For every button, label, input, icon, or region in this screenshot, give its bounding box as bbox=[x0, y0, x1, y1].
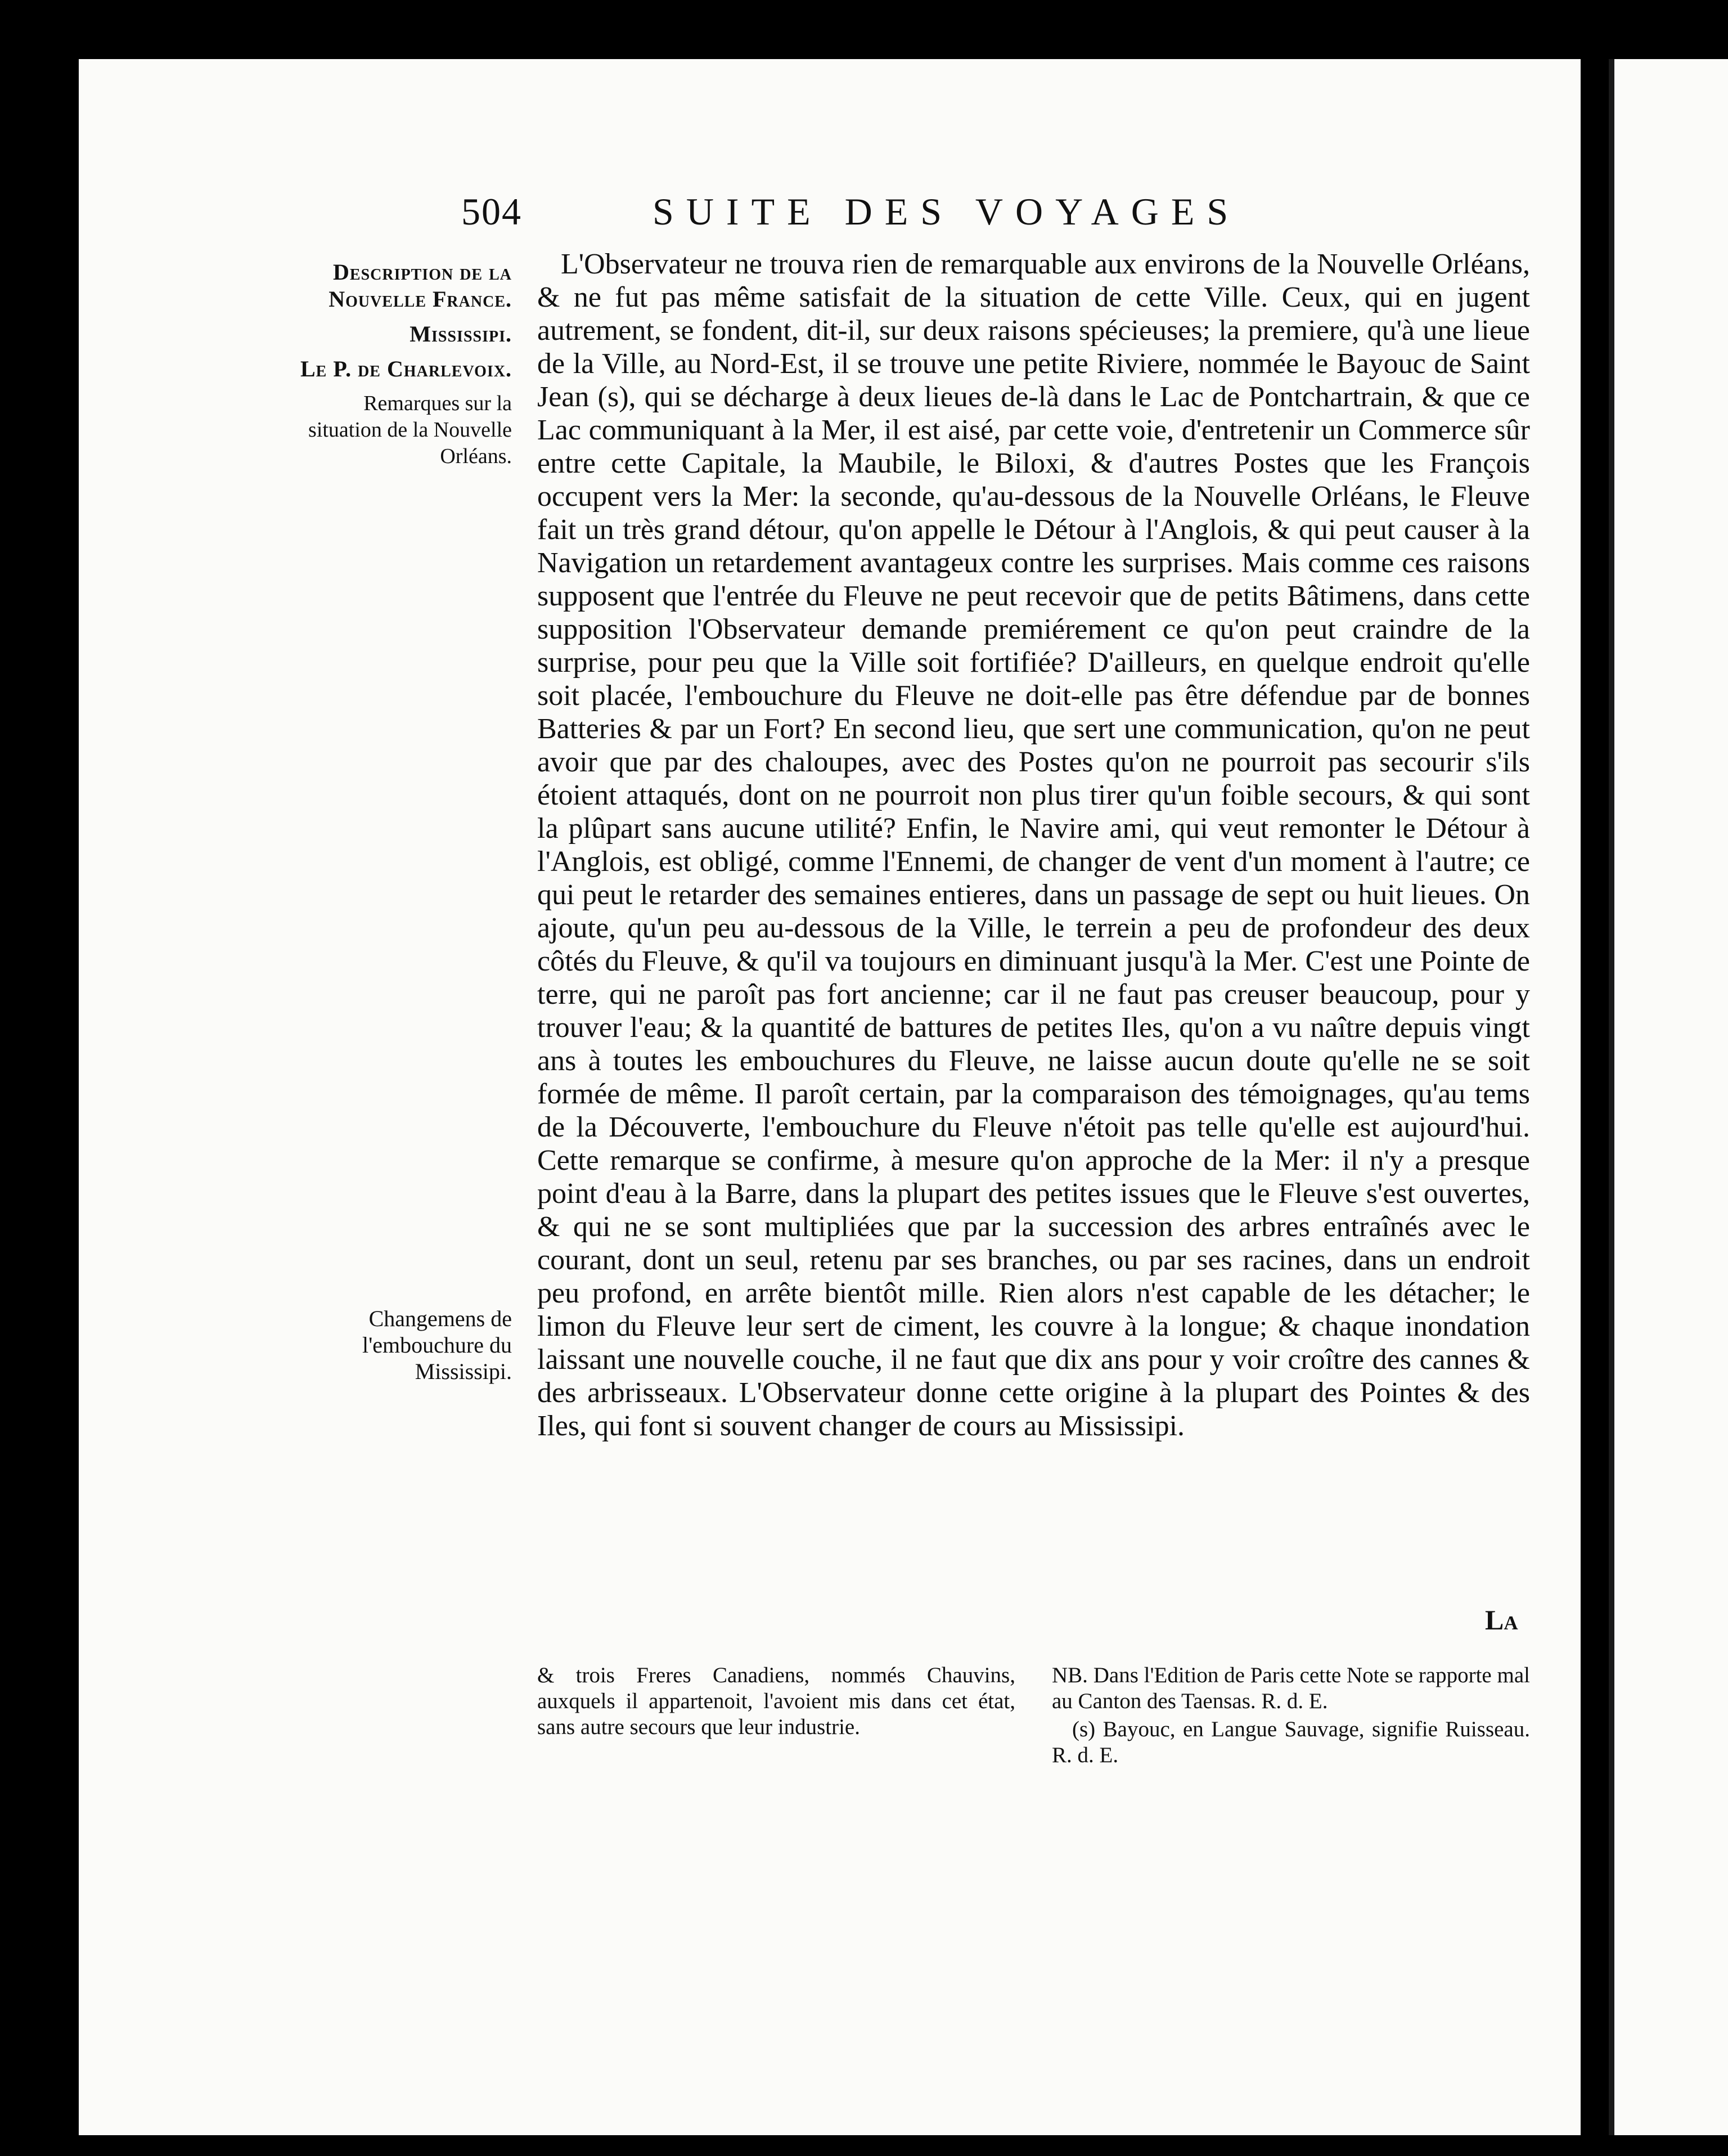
body-paragraph: L'Observateur ne trouva rien de remarquable aux environs de la Nouvelle Orléans, & ne fut pas même satisfait de la situation de cette Ville. Ceux, qui en jugent autrement, se fondent, dit-il, sur deux raisons spécieuses; la premiere, qu'à une lieue de la Ville, au Nord-Est, il se trouve une petite Riviere, nommée le Bayouc de Saint Jean (s), qui se décharge à deux lieues de-là dans le Lac de Pontchartrain, & que ce Lac communiquant à la Mer, il est aisé, par cette voie, d'entretenir un Commerce sûr entre cette Capitale, la Maubile, le Biloxi, & d'autres Postes que les François occupent vers la Mer: la seconde, qu'au-dessous de la Nouvelle Orléans, le Fleuve fait un très grand détour, qu'on appelle le Détour à l'Anglois, & qui peut causer à la Navigation un retardement avantageux contre les surprises. Mais comme ces raisons supposent que l'entrée du Fleuve ne peut recevoir que de petits Bâtimens, dans cette supposition l'Observateur demande premiérement ce qu'on peut craindre de la surprise, pour peu que la Ville soit fortifiée? D'ailleurs, en quelque endroit qu'elle soit placée, l'embouchure du Fleuve ne doit-elle pas être défendue par de bonnes Batteries & par un Fort? En second lieu, que sert une communication, qu'on ne peut avoir que par des chaloupes, avec des Postes qu'on ne pourroit pas secourir s'ils étoient attaqués, dont on ne pourroit non plus tirer qu'un foible secours, & qui sont la plûpart sans aucune utilité? Enfin, le Navire ami, qui veut remonter le Détour à l'Anglois, est obligé, comme l'Ennemi, de changer de vent d'un moment à l'autre; ce qui peut le retarder des semaines entieres, dans un passage de sept ou huit lieues. On ajoute, qu'un peu au-dessous de la Ville, le terrein a peu de profondeur des deux côtés du Fleuve, & qu'il va toujours en diminuant jusqu'à la Mer. C'est une Pointe de terre, qui ne paroît pas fort ancienne; car il ne faut pas creuser beaucoup, pour y trouver l'eau; & la quantité de battures de petites Iles, qu'on a vu naître depuis vingt ans à toutes les embouchures du Fleuve, ne laisse aucun doute qu'elle ne se soit formée de même. Il paroît certain, par la comparaison des témoignages, qu'au tems de la Découverte, l'embouchure du Fleuve n'étoit pas telle qu'elle est aujourd'hui. Cette remarque se confirme, à mesure qu'on approche de la Mer: il n'y a presque point d'eau à la Barre, dans la plupart des petites issues que le Fleuve s'est ouvertes, & qui ne se sont multipliées que par la succession des arbres entraînés avec le courant, dont un seul, retenu par ses branches, ou par ses racines, dans un endroit peu profond, en arrête bientôt mille. Rien alors n'est capable de les détacher; le limon du Fleuve leur sert de ciment, les couvre à la longue; & chaque inondation laissant une nouvelle couche, il ne faut que dix ans pour y voir croître des cannes & des arbrisseaux. L'Observateur donne cette origine à la plupart des Pointes & des Iles, qui font si souvent changer de cours au Mississipi. bbox=[537, 248, 1530, 1442]
footnote-right bbox=[1052, 1663, 1530, 1771]
page-gutter bbox=[1609, 59, 1614, 2135]
running-title: SUITE DES VOYAGES bbox=[652, 190, 1241, 233]
margin-notes bbox=[292, 259, 512, 478]
footnote-nb: NB. Dans l'Edition de Paris cette Note se rapporte mal au Canton des Taensas. R. d. E. bbox=[1052, 1663, 1530, 1713]
main-text bbox=[537, 248, 1530, 1443]
margin-note-mississipi: Mississipi. bbox=[410, 321, 512, 347]
margin-note-remarques: Remarques sur la situation de la Nouvelle Orléans. bbox=[308, 392, 512, 468]
footnote-s: (s) Bayouc, en Langue Sauvage, signifie Ruisseau. R. d. E. bbox=[1052, 1717, 1530, 1767]
catchword: La bbox=[1485, 1604, 1518, 1636]
footnotes bbox=[537, 1663, 1530, 1771]
footnote-left-text: & trois Freres Canadiens, nommés Chauvins, auxquels il appartenoit, l'avoient mis dans cet état, sans autre secours que leur industrie. bbox=[537, 1663, 1015, 1739]
margin-note-description: Description de la Nouvelle France. bbox=[328, 259, 512, 312]
margin-note-changemens: Changemens de l'embouchure du Mississipi. bbox=[362, 1306, 512, 1384]
footnote-left bbox=[537, 1663, 1015, 1771]
page-number: 504 bbox=[461, 190, 522, 233]
margin-note-charlevoix: Le P. de Charlevoix. bbox=[300, 356, 512, 381]
facing-page-edge bbox=[1609, 59, 1728, 2135]
book-page bbox=[79, 59, 1581, 2135]
